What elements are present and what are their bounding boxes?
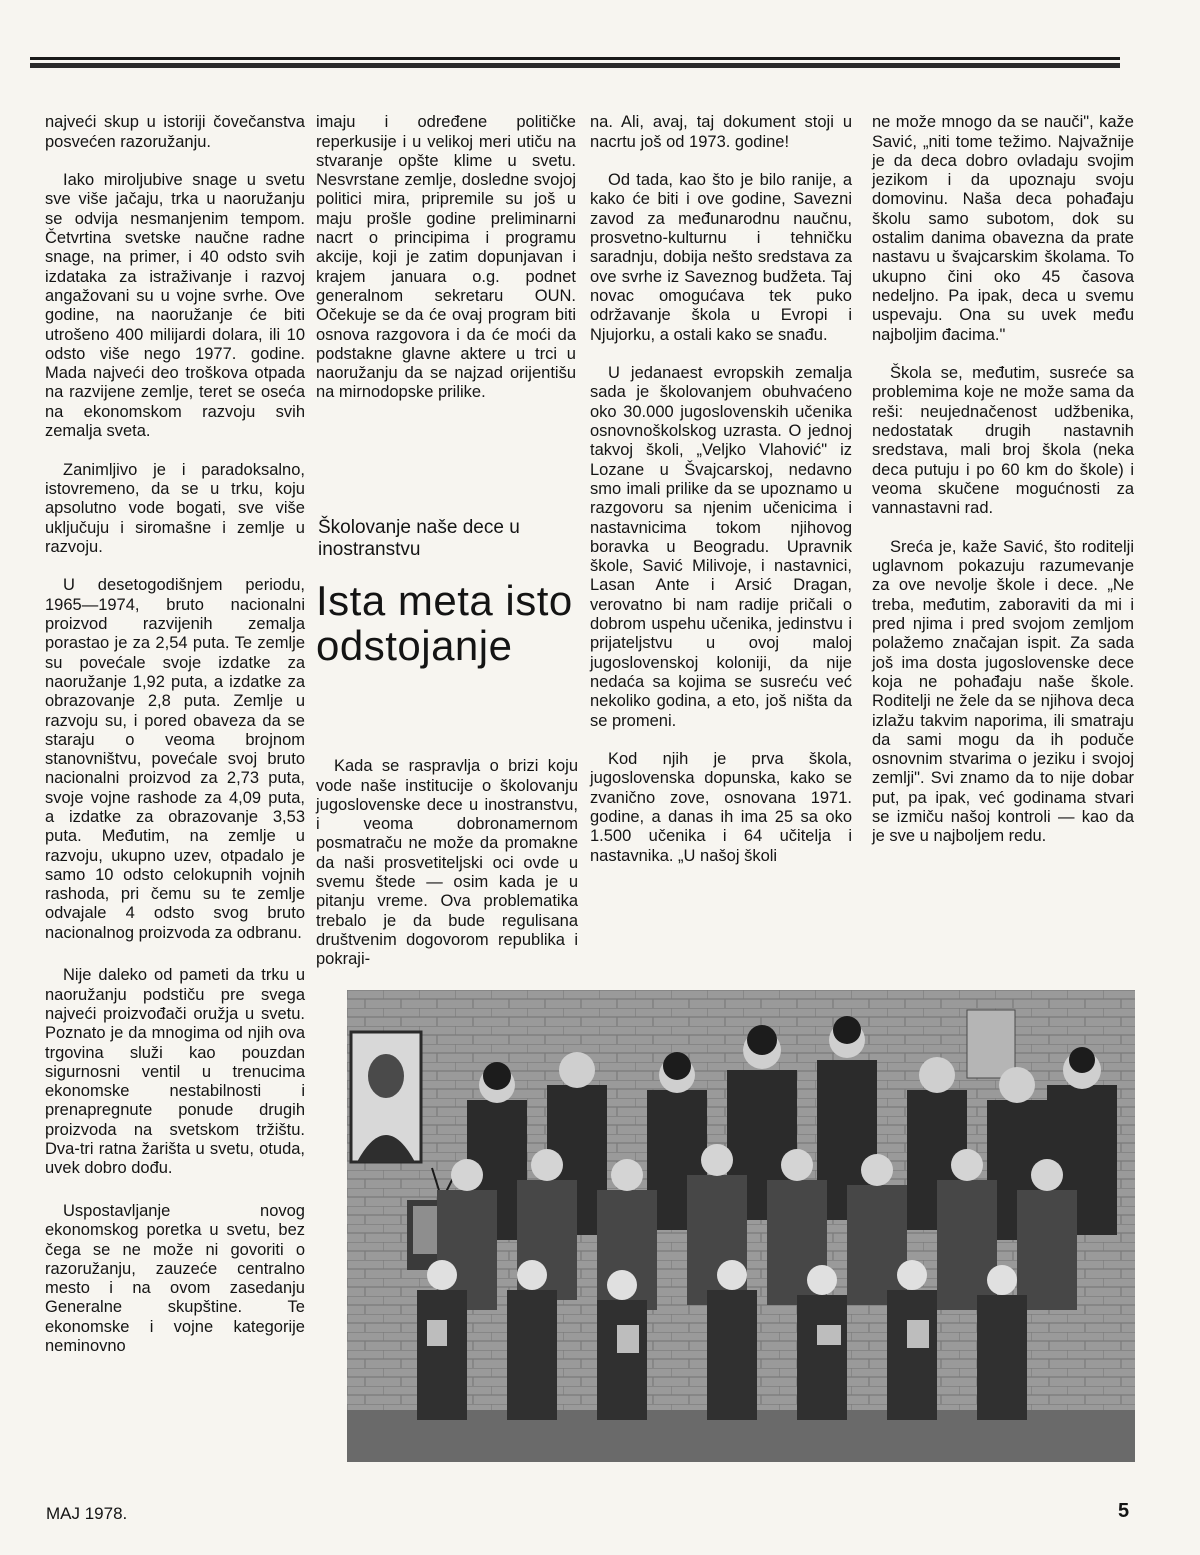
top-rule xyxy=(30,57,1120,60)
column-3 xyxy=(590,94,852,885)
paragraph: Nije daleko od pameti da trku u naoružanju podstiču pre svega najveći proizvođači oružja u svetu. Poznato je da mnogima od njih ova trgovina služi kao pouzdan sigurnosni ventil u trenucima ekonomske nestabilnosti i prenapregnute ponude drugih proizvoda na svetskom tržištu. Dva-tri ratna žarišta u svetu, otuda, uvek dobro dođu. xyxy=(45,966,305,1178)
paragraph: Od tada, kao što je bilo ranije, a kako će biti i ove godine, Savezni zavod za međunarodnu naučnu, prosvetno-kulturnu i tehničku saradnju, dobija nešto sredstava za ove svrhe iz Saveznog budžeta. Taj novac omogućava tek puko održavanje škola u Evropi i Njujorku, a ostali kako se snađu. xyxy=(590,171,852,344)
paragraph: Kada se raspravlja o brizi koju vode naše institucije o školovanju jugoslovenske dece u inostranstvu, i veoma dobronamernom posmatraču ne može da promakne da naši prosvetiteljski oci ovde u svemu štede — osim kada je u pitanju vreme. Ova problematika trebalo je da bude regulisana društvenim dogovorom republika i pokraji- xyxy=(316,757,578,969)
column-4 xyxy=(872,94,1134,866)
group-photo xyxy=(347,990,1135,1462)
paragraph: U desetogodišnjem periodu, 1965—1974, bruto nacionalni proizvod razvijenih zemalja porastao je za 2,54 puta. Te zemlje su povećale svoje izdatke za naoružanje 1,92 puta, a izdatke za obrazovanje 2,8 puta. Zemlje u razvoju su, i pored obaveza da se staraju o veoma brojnom stanovništvu, povećale svoj bruto nacionalni proizvod za 2,73 puta, svoje vojne rashode za 4,09 puta, a izdatke za obrazovanje 3,53 puta. Međutim, na zemlje u razvoju, ukupno uzev, otpadalo je samo 10 odsto celokupnih vojnih rashoda, pri čemu su te zemlje odvajale 4 odsto svog bruto nacionalnog proizvoda za odbranu. xyxy=(45,576,305,942)
paragraph: najveći skup u istoriji čovečanstva posvećen razoružanju. xyxy=(45,113,305,151)
article-kicker: Školovanje naše dece u inostranstvu xyxy=(318,517,520,560)
page-number: 5 xyxy=(1118,1500,1130,1522)
paragraph: Sreća je, kaže Savić, što roditelji uglavnom pokazuju razumevanje za ove nevolje škole i dece. „Ne treba, međutim, zaboraviti da mi i pred njima i pred svojom zemljom polažemo značajan ispit. Za sada još ima dosta jugoslovenske dece koja ne pohađaju naše škole. Roditelji ne žele da se njihova deca izlažu takvim naporima, ili smatraju da sami mogu da ih poduče osnovnim stvarima o jeziku i svojoj zemlji". Svi znamo da to nije dobar put, pa ipak, već godinama stvari se izmiču našoj kontroli — kao da je sve u najboljem redu. xyxy=(872,537,1134,846)
issue-date: MAJ 1978. xyxy=(46,1504,128,1523)
column-2 xyxy=(316,94,576,422)
article-intro xyxy=(316,738,578,989)
article-headline: Ista meta isto odstojanje xyxy=(316,577,573,669)
column-1 xyxy=(45,94,305,1376)
paragraph: Škola se, međutim, susreće sa problemima koje ne može sama da reši: neujednačenost udžbenika, nedostatak drugih nastavnih sredstava, mali broj škola (neka deca putuju i po 60 km do škole) i veoma skučene mogućnosti za vannastavni rad. xyxy=(872,364,1134,518)
paragraph: Iako miroljubive snage u svetu sve više jačaju, trka u naoružanju se odvija nesmanjenim tempom. Četvrtina svetske naučne radne snage, na primer, i 40 odsto svih izdataka za istraživanje i razvoj angažovani su u vojne svrhe. Ove godine, na naoružanje će biti utrošeno 400 milijardi dolara, ili 10 odsto više nego 1977. godine. Mada najveći deo troškova otpada na razvijene zemlje, teret se oseća na ekonomskom razvoju svih zemalja sveta. xyxy=(45,171,305,441)
paragraph: na. Ali, avaj, taj dokument stoji u nacrtu još od 1973. godine! xyxy=(590,113,852,151)
paragraph: U jedanaest evropskih zemalja sada je školovanjem obuhvaćeno oko 30.000 jugoslovenskih učenika osnovnoškolskog uzrasta. O jednoj takvoj školi, „Veljko Vlahović" iz Lozane u Švajcarskoj, nedavno smo imali prilike da se upoznamo u razgovoru sa njenim učenicima i nastavnicima tokom njihovog boravka u Beogradu. Upravnik škole, Savić Milivoje, i nastavnici, Lasan Ante i Arsić Dragan, verovatno bi nam radije pričali o dobrom uspehu učenika, jedinstvu i prijateljstvu u ovoj maloj jugoslovenskoj koloniji, da nije nedaća sa kojima se susreću već nekoliko godina, a eto, još ništa da se promeni. xyxy=(590,364,852,730)
paragraph: Uspostavljanje novog ekonomskog poretka u svetu, bez čega se ne može ni govoriti o razoružanju, zauzeće centralno mesto i na ovom zasedanju Generalne skupštine. Te ekonomske i vojne kategorije neminovno xyxy=(45,1201,305,1355)
paragraph: Zanimljivo je i paradoksalno, istovremeno, da se u trku, koju apsolutno vode bogati, sve više uključuju i siromašne i zemlje u razvoju. xyxy=(45,460,305,556)
paragraph: Kod njih je prva škola, jugoslovenska dopunska, kako se zvanično zove, osnovana 1971. godine, a danas ih ima 25 sa oko 1.500 učenika i 64 učitelja i nastavnika. „U našoj školi xyxy=(590,750,852,865)
paragraph: ne može mnogo da se nauči", kaže Savić, „niti tome težimo. Najvažnije je da deca dobro ovladaju svojim jezikom i da upoznaju svoju domovinu. Naša deca pohađaju školu samo subotom, dok su ostalim danima obavezna da prate nastavu u švajcarskim školama. To ukupno čini oko 45 časova nedeljno. Pa ipak, deca u svemu uspevaju. Ona su uvek među najboljim đacima." xyxy=(872,113,1134,344)
paragraph: imaju i određene političke reperkusije i u velikoj meri utiču na stvaranje opšte klime u svetu. Nesvrstane zemlje, dosledne svojoj politici mira, pripremile su još u maju prošle godine preliminarni nacrt o principima i programu akcije, koji je zatim dopunjavan i krajem januara o.g. podnet generalnom sekretaru OUN. Očekuje se da će ovaj program biti osnova razgovora i da će moći da podstakne glavne aktere u trci u naoružanju da se najzad orijentišu na mirnodopske prilike. xyxy=(316,113,576,402)
top-rule-thick xyxy=(30,63,1120,68)
